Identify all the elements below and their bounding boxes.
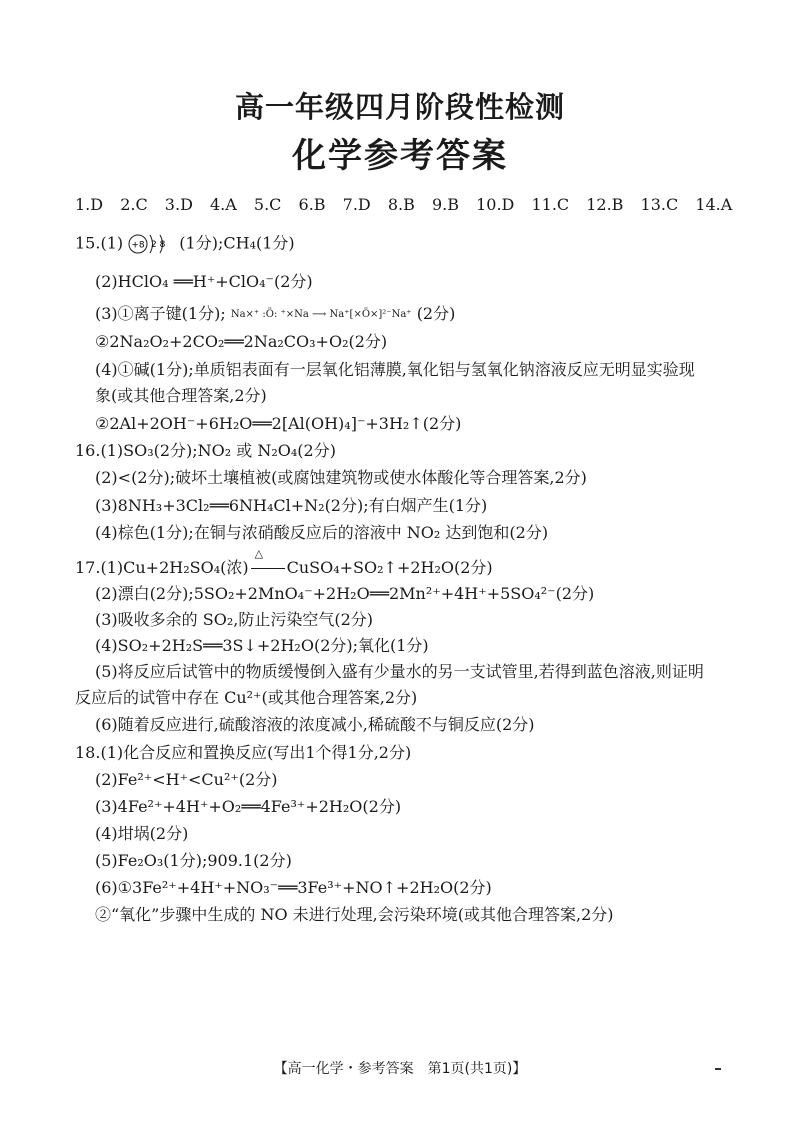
mc-answer: 1.D	[75, 195, 104, 214]
q15-line-1	[75, 232, 295, 256]
q18-line-7: ②“氧化”步骤中生成的 NO 未进行处理,会污染环境(或其他合理答案,2分)	[95, 905, 614, 924]
q16-line-3: (3)8NH₃+3Cl₂══6NH₄Cl+N₂(2分);有白烟产生(1分)	[95, 496, 488, 515]
mc-answer: 10.D	[476, 195, 515, 214]
mc-answer: 8.B	[387, 195, 415, 214]
q15-line-4: ②2Na₂O₂+2CO₂══2Na₂CO₃+O₂(2分)	[95, 332, 388, 351]
q15-line-5: (4)①碱(1分);单质铝表面有一层氧化铝薄膜,氧化铝与氢氧化钠溶液反应无明显实验现	[95, 360, 695, 379]
q17-line-2: (2)漂白(2分);5SO₂+2MnO₄⁻+2H₂O══2Mn²⁺+4H⁺+5SO₄²⁻(2分)	[95, 584, 595, 603]
q15-line-3	[95, 303, 455, 326]
q17-line-7: (6)随着反应进行,硫酸溶液的浓度减小,稀硫酸不与铜反应(2分)	[95, 715, 535, 734]
page-footer: 【高一化学・参考答案 第1页(共1页)】	[273, 1061, 527, 1077]
atom-nucleus-label: +8	[131, 240, 145, 251]
page-subtitle: 化学参考答案	[292, 136, 508, 176]
q17-line-3: (3)吸收多余的 SO₂,防止污染空气(2分)	[95, 610, 373, 629]
q15-answer-1: (1分);CH₄(1分)	[179, 233, 295, 253]
q17-line-1	[75, 547, 493, 579]
q17-reactants: 17.(1)Cu+2H₂SO₄(浓)	[75, 558, 249, 577]
mc-answer: 2.C	[120, 195, 148, 214]
heat-condition-icon: △	[254, 547, 264, 560]
mc-answer: 5.C	[253, 195, 282, 214]
mc-answer: 7.D	[342, 195, 371, 214]
oxygen-atom-structure-icon	[128, 232, 174, 256]
q18-line-6: (6)①3Fe²⁺+4H⁺+NO₃⁻══3Fe³⁺+NO↑+2H₂O(2分)	[95, 878, 492, 897]
q18-line-5: (5)Fe₂O₃(1分);909.1(2分)	[95, 851, 292, 870]
q17-line-5: (5)将反应后试管中的物质缓慢倒入盛有少量水的另一支试管里,若得到蓝色溶液,则证明	[95, 662, 704, 681]
q18-line-1: 18.(1)化合反应和置换反应(写出1个得1分,2分)	[75, 743, 412, 762]
q17-line-4: (4)SO₂+2H₂S══3S↓+2H₂O(2分);氧化(1分)	[95, 636, 429, 655]
mc-answer: 9.B	[431, 195, 459, 214]
q15-part-3-label: (3)①离子键(1分);	[95, 304, 226, 323]
q16-line-4: (4)棕色(1分);在铜与浓硝酸反应后的溶液中 NO₂ 达到饱和(2分)	[95, 523, 549, 542]
mc-answer: 6.B	[298, 195, 326, 214]
mc-answer: 4.A	[209, 195, 237, 214]
mc-answer: 14.A	[695, 195, 733, 214]
mc-answer: 13.C	[640, 195, 679, 214]
q15-part-3-score: (2分)	[416, 304, 456, 323]
q18-line-3: (3)4Fe²⁺+4H⁺+O₂══4Fe³⁺+2H₂O(2分)	[95, 797, 402, 816]
scan-mark	[715, 1068, 721, 1070]
q15-line-6: 象(或其他合理答案,2分)	[95, 386, 267, 405]
q17-products: CuSO₄+SO₂↑+2H₂O(2分)	[286, 558, 493, 577]
q15-line-7: ②2Al+2OH⁻+6H₂O══2[Al(OH)₄]⁻+3H₂↑(2分)	[95, 414, 462, 433]
q15-line-2: (2)HClO₄ ══H⁺+ClO₄⁻(2分)	[95, 272, 313, 291]
q18-line-2: (2)Fe²⁺<H⁺<Cu²⁺(2分)	[95, 770, 278, 789]
mc-answer: 11.C	[531, 195, 570, 214]
mc-answer: 3.D	[164, 195, 193, 214]
page-title: 高一年级四月阶段性检测	[234, 90, 565, 124]
q17-line-6: 反应后的试管中存在 Cu²⁺(或其他合理答案,2分)	[75, 688, 418, 707]
mc-answer: 12.B	[586, 195, 624, 214]
q18-line-4: (4)坩埚(2分)	[95, 824, 189, 843]
atom-shell-label: 2 8	[151, 240, 166, 250]
q16-line-2: (2)<(2分);破坏土壤植被(或腐蚀建筑物或使水体酸化等合理答案,2分)	[95, 468, 587, 487]
heating-arrow	[249, 547, 287, 579]
q16-line-1: 16.(1)SO₃(2分);NO₂ 或 N₂O₄(2分)	[75, 441, 336, 460]
electron-formula: Na×⁺ :Ö: ⁺×Na ⟶ Na⁺[×Ö×]²⁻Na⁺	[230, 308, 412, 320]
q15-prefix: 15.(1)	[75, 233, 124, 253]
multiple-choice-answers	[75, 194, 744, 216]
